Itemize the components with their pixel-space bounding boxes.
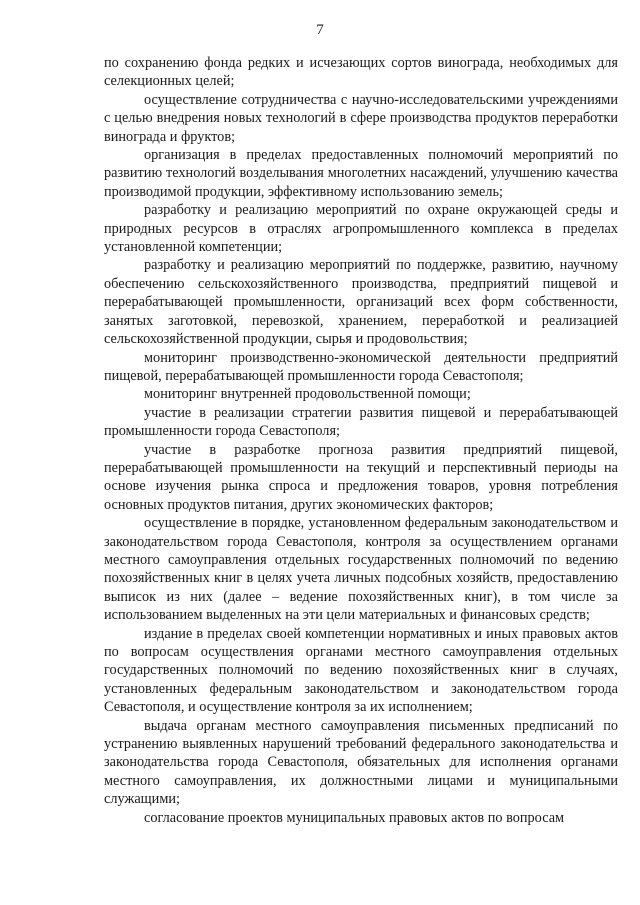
paragraph: мониторинг внутренней продовольственной помощи; (144, 386, 471, 403)
paragraph: согласование проектов муниципальных правовых актов по вопросам (144, 809, 565, 826)
paragraph: издание в пределах своей компетенции нормативных и иных правовых актов по вопросам осуществления органами местного самоуправления отдельных государственных полномочий по ведению похозяйственных книг в случаях, установленных федеральным законодательством и законодательством города Севастополя, и осуществление контроля за их исполнением; (104, 625, 618, 716)
document-body (104, 54, 618, 827)
paragraph: мониторинг производственно-экономической деятельности предприятий пищевой, перерабатывающей промышленности города Севастополя; (104, 349, 618, 384)
paragraph: участие в реализации стратегии развития пищевой и перерабатывающей промышленности города Севастополя; (104, 404, 618, 440)
paragraph: по сохранению фонда редких и исчезающих сортов винограда, необходимых для селекционных целей; (104, 55, 618, 90)
paragraph: осуществление сотрудничества с научно-исследовательскими учреждениями с целью внедрения новых технологий в сфере производства продуктов переработки винограда и фруктов; (104, 91, 618, 145)
paragraph: участие в разработке прогноза развития предприятий пищевой, перерабатывающей промышленности на текущий и перспективный периоды на основе изучения рынка спроса и предложения товаров, уровня потребления основных продуктов питания, других экономических факторов; (104, 441, 618, 513)
paragraph: разработку и реализацию мероприятий по поддержке, развитию, научному обеспечению сельскохозяйственного производства, предприятий пищевой и перерабатывающей промышленности, организаций всех форм собственности, занятых заготовкой, перевозкой, хранением, переработкой и реализацией сельскохозяйственной продукции, сырья и продовольствия; (104, 257, 618, 348)
paragraph: разработку и реализацию мероприятий по охране окружающей среды и природных ресурсов в отраслях агропромышленного комплекса в пределах установленной компетенции; (104, 202, 618, 256)
paragraph: выдача органам местного самоуправления письменных предписаний по устранению выявленных нарушений требований федерального законодательства и законодательства города Севастополя, обязательных для исполнения органами местного самоуправления, их должностными лицами и муниципальными служащими; (104, 717, 618, 808)
page-number: 7 (316, 22, 324, 38)
paragraph: организация в пределах предоставленных полномочий мероприятий по развитию технологий возделывания многолетних насаждений, улучшению качества производимой продукции, эффективному использованию земель; (104, 147, 618, 200)
paragraph: осуществление в порядке, установленном федеральным законодательством и законодательством города Севастополя, контроля за осуществлением органами местного самоуправления отдельных государственных полномочий по ведению похозяйственных книг в целях учета личных подсобных хозяйств, предоставлению выписок из них (далее – ведение похозяйственных книг), в том числе за использованием выделенных на эти цели материальных и финансовых средств; (104, 515, 618, 624)
